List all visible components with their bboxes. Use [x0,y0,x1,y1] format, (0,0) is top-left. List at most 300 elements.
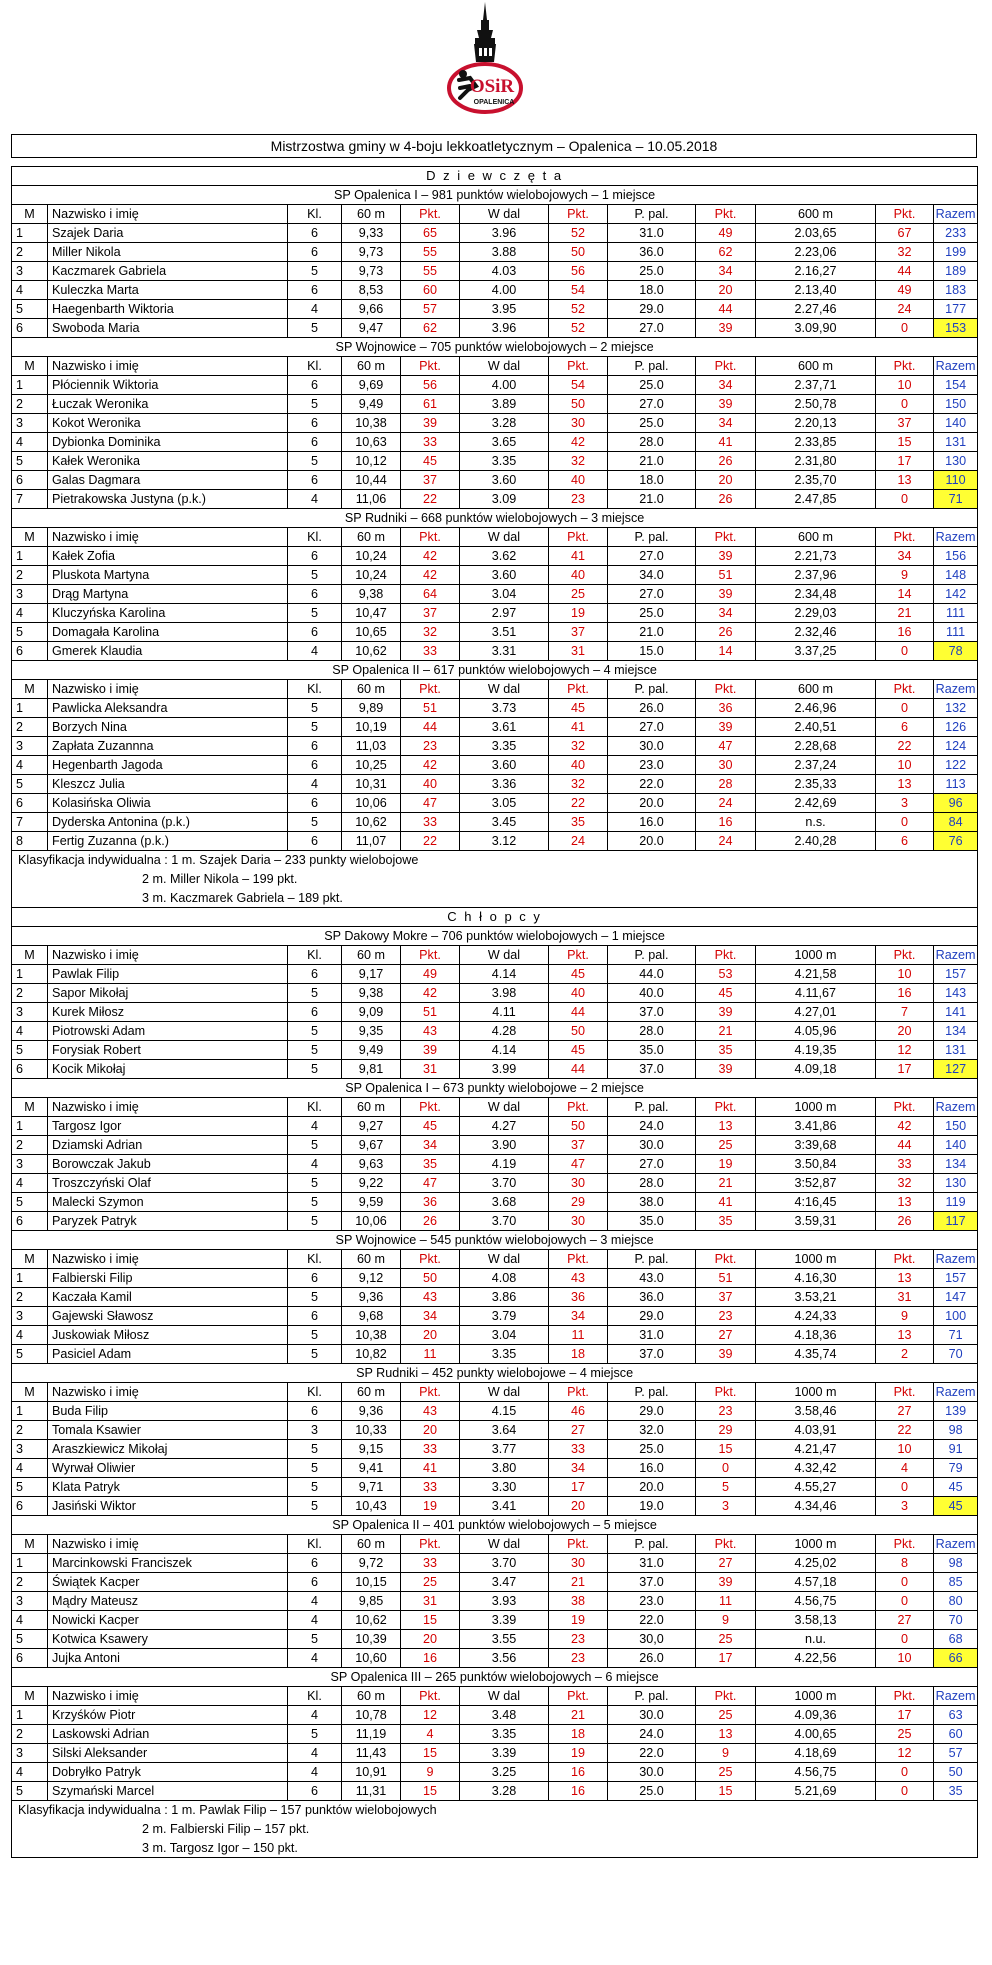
table-cell: 30 [696,756,756,775]
table-cell: 34 [549,1307,608,1326]
table-cell: 34 [696,604,756,623]
table-cell: 37 [401,604,460,623]
table-row [12,832,978,851]
table-cell: 0 [876,813,934,832]
table-cell: 2.27,46 [756,300,876,319]
table-cell: 4 [12,281,48,300]
table-row [12,281,978,300]
table-cell: 5 [288,452,342,471]
column-header: 60 m [342,680,401,699]
table-row [12,1573,978,1592]
table-cell: 9 [696,1744,756,1763]
column-header: Pkt. [696,680,756,699]
table-cell: 34 [401,1136,460,1155]
table-cell: 45 [401,1117,460,1136]
table-cell: 31.0 [608,224,696,243]
table-cell: 37 [401,471,460,490]
athlete-name: Malecki Szymon [48,1193,288,1212]
column-header: Razem [934,205,978,224]
table-cell: 4 [12,756,48,775]
table-cell: 26.0 [608,699,696,718]
athlete-name: Piotrowski Adam [48,1022,288,1041]
classification-text: Klasyfikacja indywidualna : 1 m. Pawlak Filip – 157 punktów wielobojowych [18,1803,437,1818]
table-row [12,471,978,490]
total-points: 96 [934,794,978,813]
table-cell: 2.32,46 [756,623,876,642]
column-header-row [12,528,978,547]
table-cell: 26 [696,452,756,471]
table-cell: 33 [401,1478,460,1497]
total-points: 111 [934,604,978,623]
table-cell: 5 [288,319,342,338]
column-header: Pkt. [549,357,608,376]
table-cell: 8 [876,1554,934,1573]
classification-row [12,889,978,908]
table-row [12,1174,978,1193]
table-cell: 2.13,40 [756,281,876,300]
table-row [12,566,978,585]
table-cell: 47 [401,794,460,813]
table-cell: 15.0 [608,642,696,661]
table-cell: 11,03 [342,737,401,756]
table-cell: 10,19 [342,718,401,737]
total-points: 134 [934,1022,978,1041]
table-cell: 13 [696,1117,756,1136]
table-cell: 10,25 [342,756,401,775]
table-cell: 9,72 [342,1554,401,1573]
table-row [12,775,978,794]
table-cell: 7 [12,813,48,832]
table-cell: 10,06 [342,794,401,813]
athlete-name: Pietrakowska Justyna (p.k.) [48,490,288,509]
table-cell: 11 [401,1345,460,1364]
table-cell: 1 [12,224,48,243]
table-cell: 6 [12,1497,48,1516]
table-cell: 3.58,46 [756,1402,876,1421]
column-header: Nazwisko i imię [48,1687,288,1706]
athlete-name: Marcinkowski Franciszek [48,1554,288,1573]
table-cell: 25.0 [608,1440,696,1459]
table-row [12,300,978,319]
column-header: 1000 m [756,946,876,965]
table-cell: 23 [696,1402,756,1421]
table-cell: 3 [12,1744,48,1763]
total-points: 119 [934,1193,978,1212]
table-cell: 41 [549,547,608,566]
table-cell: 40 [549,984,608,1003]
table-cell: 6 [288,756,342,775]
table-cell: 9,12 [342,1269,401,1288]
table-cell: 10,47 [342,604,401,623]
table-cell: 3.70 [460,1554,549,1573]
table-cell: 13 [876,1326,934,1345]
table-cell: 36.0 [608,243,696,262]
table-cell: 5 [288,699,342,718]
table-cell: 9,35 [342,1022,401,1041]
table-cell: 31 [876,1288,934,1307]
total-points: 63 [934,1706,978,1725]
total-points: 140 [934,414,978,433]
table-row [12,1497,978,1516]
table-cell: 20 [876,1022,934,1041]
table-cell: 6 [288,1782,342,1801]
section-label: C h ł o p c y [12,908,978,927]
table-cell: 15 [696,1440,756,1459]
column-header: Pkt. [401,205,460,224]
table-row [12,1345,978,1364]
table-cell: 31.0 [608,1326,696,1345]
table-cell: 30 [549,414,608,433]
table-cell: 55 [401,262,460,281]
table-cell: 3.89 [460,395,549,414]
table-cell: 5 [12,1782,48,1801]
table-cell: 5 [12,1478,48,1497]
column-header: Pkt. [549,1687,608,1706]
column-header: Pkt. [876,946,934,965]
table-row [12,1136,978,1155]
column-header: Nazwisko i imię [48,1098,288,1117]
table-cell: 9,33 [342,224,401,243]
athlete-name: Jujka Antoni [48,1649,288,1668]
table-row [12,1193,978,1212]
table-cell: 5 [12,1041,48,1060]
column-header: Nazwisko i imię [48,1383,288,1402]
table-cell: 3.77 [460,1440,549,1459]
column-header: 1000 m [756,1383,876,1402]
table-row [12,984,978,1003]
table-cell: 1 [12,1117,48,1136]
table-cell: 3 [12,414,48,433]
table-row [12,1592,978,1611]
table-cell: 3.64 [460,1421,549,1440]
column-header: 1000 m [756,1250,876,1269]
column-header-row [12,1250,978,1269]
table-cell: 31.0 [608,1554,696,1573]
table-cell: 37.0 [608,1345,696,1364]
table-cell: 17 [876,1706,934,1725]
column-header: Pkt. [876,1098,934,1117]
table-cell: 5 [12,1193,48,1212]
table-cell: 3.86 [460,1288,549,1307]
table-cell: 28.0 [608,1022,696,1041]
table-cell: 6 [288,832,342,851]
column-header: P. pal. [608,680,696,699]
table-cell: 1 [12,699,48,718]
table-cell: 3.39 [460,1744,549,1763]
total-points: 157 [934,1269,978,1288]
table-cell: 11,19 [342,1725,401,1744]
column-header: P. pal. [608,357,696,376]
table-cell: 3.79 [460,1307,549,1326]
table-cell: 13 [696,1725,756,1744]
column-header: Kl. [288,205,342,224]
table-cell: 5 [288,395,342,414]
table-cell: 10,91 [342,1763,401,1782]
table-cell: 25.0 [608,604,696,623]
table-cell: 5 [288,1212,342,1231]
table-cell: 40 [549,566,608,585]
table-cell: 2.35,70 [756,471,876,490]
table-cell: 49 [696,224,756,243]
column-header: M [12,1383,48,1402]
table-cell: 3.56 [460,1649,549,1668]
table-cell: 4.27,01 [756,1003,876,1022]
athlete-name: Dziamski Adrian [48,1136,288,1155]
column-header: Pkt. [876,1687,934,1706]
table-cell: 21 [549,1573,608,1592]
table-cell: 52 [549,319,608,338]
table-cell: 9,49 [342,1041,401,1060]
table-cell: 10,31 [342,775,401,794]
table-cell: 2 [12,984,48,1003]
table-cell: 9,85 [342,1592,401,1611]
table-cell: 4 [12,1174,48,1193]
table-cell: 0 [876,1573,934,1592]
table-cell: 4.34,46 [756,1497,876,1516]
table-row [12,1060,978,1079]
table-cell: 29.0 [608,1307,696,1326]
table-cell: 5 [12,452,48,471]
table-cell: 17 [876,1060,934,1079]
total-points: 35 [934,1782,978,1801]
table-cell: 25.0 [608,376,696,395]
column-header: Razem [934,1250,978,1269]
table-cell: 14 [876,585,934,604]
table-cell: 30.0 [608,1763,696,1782]
athlete-name: Kurek Miłosz [48,1003,288,1022]
table-cell: 6 [288,376,342,395]
table-cell: 4 [288,1117,342,1136]
column-header: Pkt. [696,1383,756,1402]
table-cell: 6 [12,471,48,490]
total-points: 147 [934,1288,978,1307]
table-cell: 3.96 [460,224,549,243]
table-cell: 3 [12,737,48,756]
table-cell: 4.32,42 [756,1459,876,1478]
column-header: W dal [460,1250,549,1269]
table-cell: 32 [401,623,460,642]
total-points: 130 [934,452,978,471]
athlete-name: Borowczak Jakub [48,1155,288,1174]
total-points: 139 [934,1402,978,1421]
team-title: SP Opalenica II – 617 punktów wielobojowych – 4 miejsce [12,661,978,680]
total-points: 110 [934,471,978,490]
table-cell: 2 [12,1725,48,1744]
column-header: Nazwisko i imię [48,1535,288,1554]
table-cell: 1 [12,965,48,984]
classification-row [12,870,978,889]
table-cell: 53 [696,965,756,984]
table-cell: 9,49 [342,395,401,414]
total-points: 50 [934,1763,978,1782]
table-cell: 16 [696,813,756,832]
total-points: 132 [934,699,978,718]
column-header: Kl. [288,946,342,965]
table-cell: 11 [696,1592,756,1611]
column-header: 60 m [342,1383,401,1402]
table-cell: 62 [696,243,756,262]
table-row [12,1554,978,1573]
table-cell: 15 [696,1782,756,1801]
table-cell: 18.0 [608,471,696,490]
table-cell: 19 [696,1155,756,1174]
table-cell: 5 [288,1345,342,1364]
column-header: Pkt. [549,205,608,224]
total-points: 154 [934,376,978,395]
table-cell: 56 [401,376,460,395]
column-header: W dal [460,680,549,699]
table-cell: 5 [288,1022,342,1041]
table-cell: 3 [288,1421,342,1440]
table-cell: 19 [401,1497,460,1516]
table-cell: 57 [401,300,460,319]
table-cell: 4 [288,300,342,319]
table-row [12,433,978,452]
table-cell: 0 [876,1592,934,1611]
table-cell: 22.0 [608,1744,696,1763]
athlete-name: Gmerek Klaudia [48,642,288,661]
table-cell: 23 [401,737,460,756]
table-cell: 3.41 [460,1497,549,1516]
table-cell: 41 [549,718,608,737]
table-cell: 4.18,36 [756,1326,876,1345]
table-cell: 3 [876,794,934,813]
table-cell: 3.09 [460,490,549,509]
table-cell: 10,15 [342,1573,401,1592]
table-cell: 6 [876,718,934,737]
table-cell: 11,31 [342,1782,401,1801]
athlete-name: Nowicki Kacper [48,1611,288,1630]
table-cell: 1 [12,1554,48,1573]
total-points: 131 [934,1041,978,1060]
column-header: Pkt. [401,1383,460,1402]
table-cell: 44.0 [608,965,696,984]
table-cell: 16 [549,1782,608,1801]
table-row [12,813,978,832]
column-header-row [12,1098,978,1117]
table-row [12,623,978,642]
table-cell: 3.04 [460,1326,549,1345]
table-cell: 17 [876,452,934,471]
column-header: 1000 m [756,1687,876,1706]
table-row [12,1155,978,1174]
table-cell: 13 [876,1193,934,1212]
table-cell: 4 [288,1744,342,1763]
table-cell: 3.25 [460,1763,549,1782]
team-title: SP Opalenica II – 401 punktów wielobojowych – 5 miejsce [12,1516,978,1535]
table-cell: 39 [696,1345,756,1364]
table-cell: 15 [401,1611,460,1630]
table-cell: 39 [696,319,756,338]
table-cell: 9,69 [342,376,401,395]
table-cell: 5 [288,566,342,585]
classification-line [12,1839,978,1858]
column-header: P. pal. [608,946,696,965]
table-cell: 39 [696,395,756,414]
table-cell: 3.12 [460,832,549,851]
table-cell: 4 [288,1155,342,1174]
table-cell: 25 [696,1136,756,1155]
athlete-name: Kocik Mikołaj [48,1060,288,1079]
table-cell: 3 [12,1440,48,1459]
table-cell: 10,82 [342,1345,401,1364]
table-cell: 4.19 [460,1155,549,1174]
table-cell: 27 [696,1554,756,1573]
table-cell: 43 [549,1269,608,1288]
table-cell: 9 [876,1307,934,1326]
table-cell: 3.31 [460,642,549,661]
table-cell: n.s. [756,813,876,832]
table-cell: 8 [12,832,48,851]
table-cell: 6 [288,1554,342,1573]
athlete-name: Kokot Weronika [48,414,288,433]
column-header: Kl. [288,357,342,376]
total-points: 183 [934,281,978,300]
table-cell: 17 [696,1649,756,1668]
table-cell: 2.23,06 [756,243,876,262]
table-cell: 2.29,03 [756,604,876,623]
table-cell: 5 [288,1136,342,1155]
column-header: 60 m [342,1687,401,1706]
table-cell: 25 [549,585,608,604]
table-cell: 40 [549,756,608,775]
table-cell: 5 [12,623,48,642]
total-points: 130 [934,1174,978,1193]
athlete-name: Dyderska Antonina (p.k.) [48,813,288,832]
total-points: 156 [934,547,978,566]
table-cell: 11,07 [342,832,401,851]
athlete-name: Tomala Ksawier [48,1421,288,1440]
table-cell: 42 [876,1117,934,1136]
column-header: P. pal. [608,205,696,224]
total-points: 78 [934,642,978,661]
column-header: Pkt. [401,680,460,699]
table-cell: 3.80 [460,1459,549,1478]
table-cell: 16.0 [608,813,696,832]
table-row [12,604,978,623]
table-cell: 0 [876,1630,934,1649]
classification-line [12,1820,978,1839]
team-title: SP Opalenica III – 265 punktów wielobojowych – 6 miejsce [12,1668,978,1687]
column-header: Razem [934,1098,978,1117]
column-header: Nazwisko i imię [48,205,288,224]
table-cell: 9,27 [342,1117,401,1136]
table-cell: 24 [876,300,934,319]
table-cell: 14 [696,642,756,661]
table-cell: 4 [288,1611,342,1630]
table-cell: 6 [12,1649,48,1668]
table-cell: 6 [288,281,342,300]
table-row [12,1288,978,1307]
table-cell: 36 [549,1288,608,1307]
table-cell: 34.0 [608,566,696,585]
table-cell: 3 [12,1155,48,1174]
table-cell: 5.21,69 [756,1782,876,1801]
table-cell: 10,62 [342,1611,401,1630]
table-cell: 22 [401,832,460,851]
table-cell: 37.0 [608,1573,696,1592]
table-row [12,1212,978,1231]
table-cell: 3.60 [460,566,549,585]
table-cell: 4 [288,775,342,794]
column-header: Nazwisko i imię [48,357,288,376]
table-cell: 2.40,28 [756,832,876,851]
table-cell: 5 [288,1725,342,1744]
section-label: D z i e w c z ę t a [12,167,978,186]
logo-osir-text: OSiR [469,76,515,97]
total-points: 91 [934,1440,978,1459]
table-cell: 28.0 [608,433,696,452]
